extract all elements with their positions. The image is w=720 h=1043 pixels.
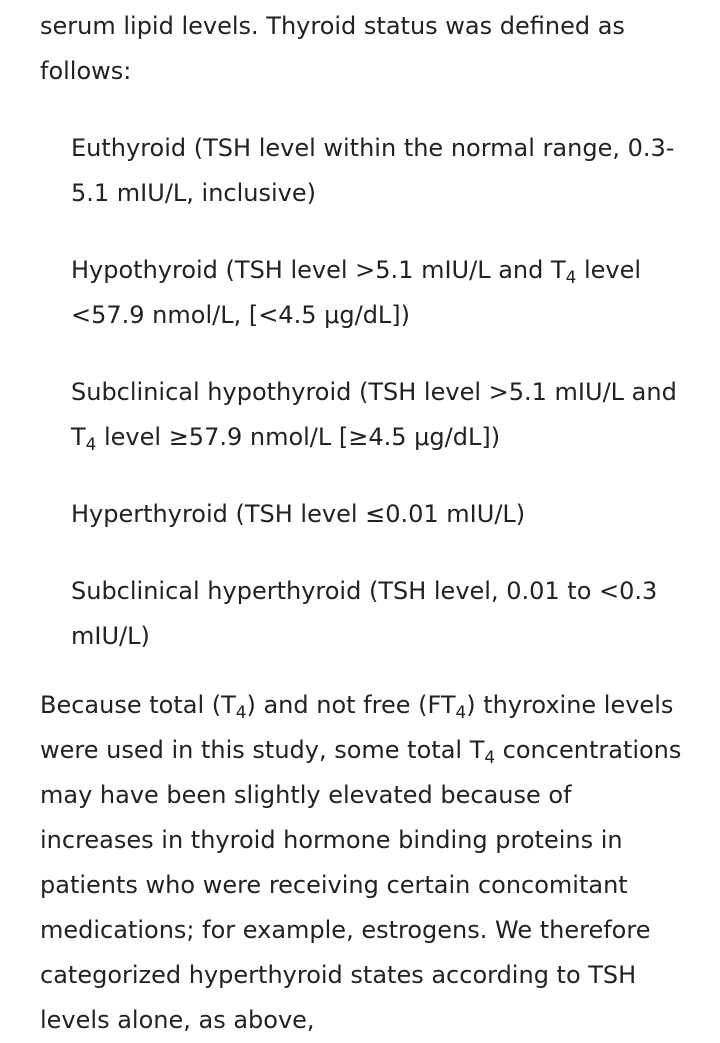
status-text: Hypothyroid (TSH level >5.1 mIU/L and T — [71, 256, 566, 284]
body-text: ) and not free (FT — [246, 691, 456, 719]
status-subclinical-hyperthyroid — [71, 569, 684, 659]
article-page — [0, 4, 720, 1034]
status-text-cont: level ≥57.9 nmol/L [≥4.5 μg/dL]) — [96, 423, 501, 451]
status-hypothyroid — [71, 248, 684, 338]
subscript: 4 — [484, 747, 496, 768]
subscript: 4 — [235, 702, 247, 723]
status-text: Subclinical hypothyroid (TSH level >5.1 mIU/L and T — [71, 378, 677, 451]
subscript: 4 — [565, 267, 577, 288]
intro-paragraph: serum lipid levels. Thyroid status was defined as follows: — [40, 12, 625, 85]
status-text: Hyperthyroid (TSH level ≤0.01 mIU/L) — [71, 500, 526, 528]
body-paragraph — [0, 683, 720, 1043]
body-text: concentrations may have been slightly elevated because of increases in thyroid hormone binding proteins in patients who were receiving certain concomitant medications; for example, estrogens. We therefore categorized hyperthyroid states according to TSH levels alone, as above, — [40, 736, 682, 1034]
status-euthyroid — [71, 126, 684, 216]
status-text: Subclinical hyperthyroid (TSH level, 0.01 to <0.3 mIU/L) — [71, 577, 658, 650]
status-subclinical-hypothyroid — [71, 370, 684, 460]
subscript: 4 — [85, 434, 97, 455]
thyroid-status-list — [0, 126, 720, 659]
subscript: 4 — [455, 702, 467, 723]
status-text-cont: level <57.9 nmol/L, [<4.5 μg/dL]) — [71, 256, 642, 329]
body-text: ) thyroxine levels were used in this study, some total T — [40, 691, 674, 764]
status-text: Euthyroid (TSH level within the normal range, 0.3-5.1 mIU/L, inclusive) — [71, 134, 675, 207]
status-hyperthyroid — [71, 492, 684, 537]
body-text: Because total (T — [40, 691, 236, 719]
